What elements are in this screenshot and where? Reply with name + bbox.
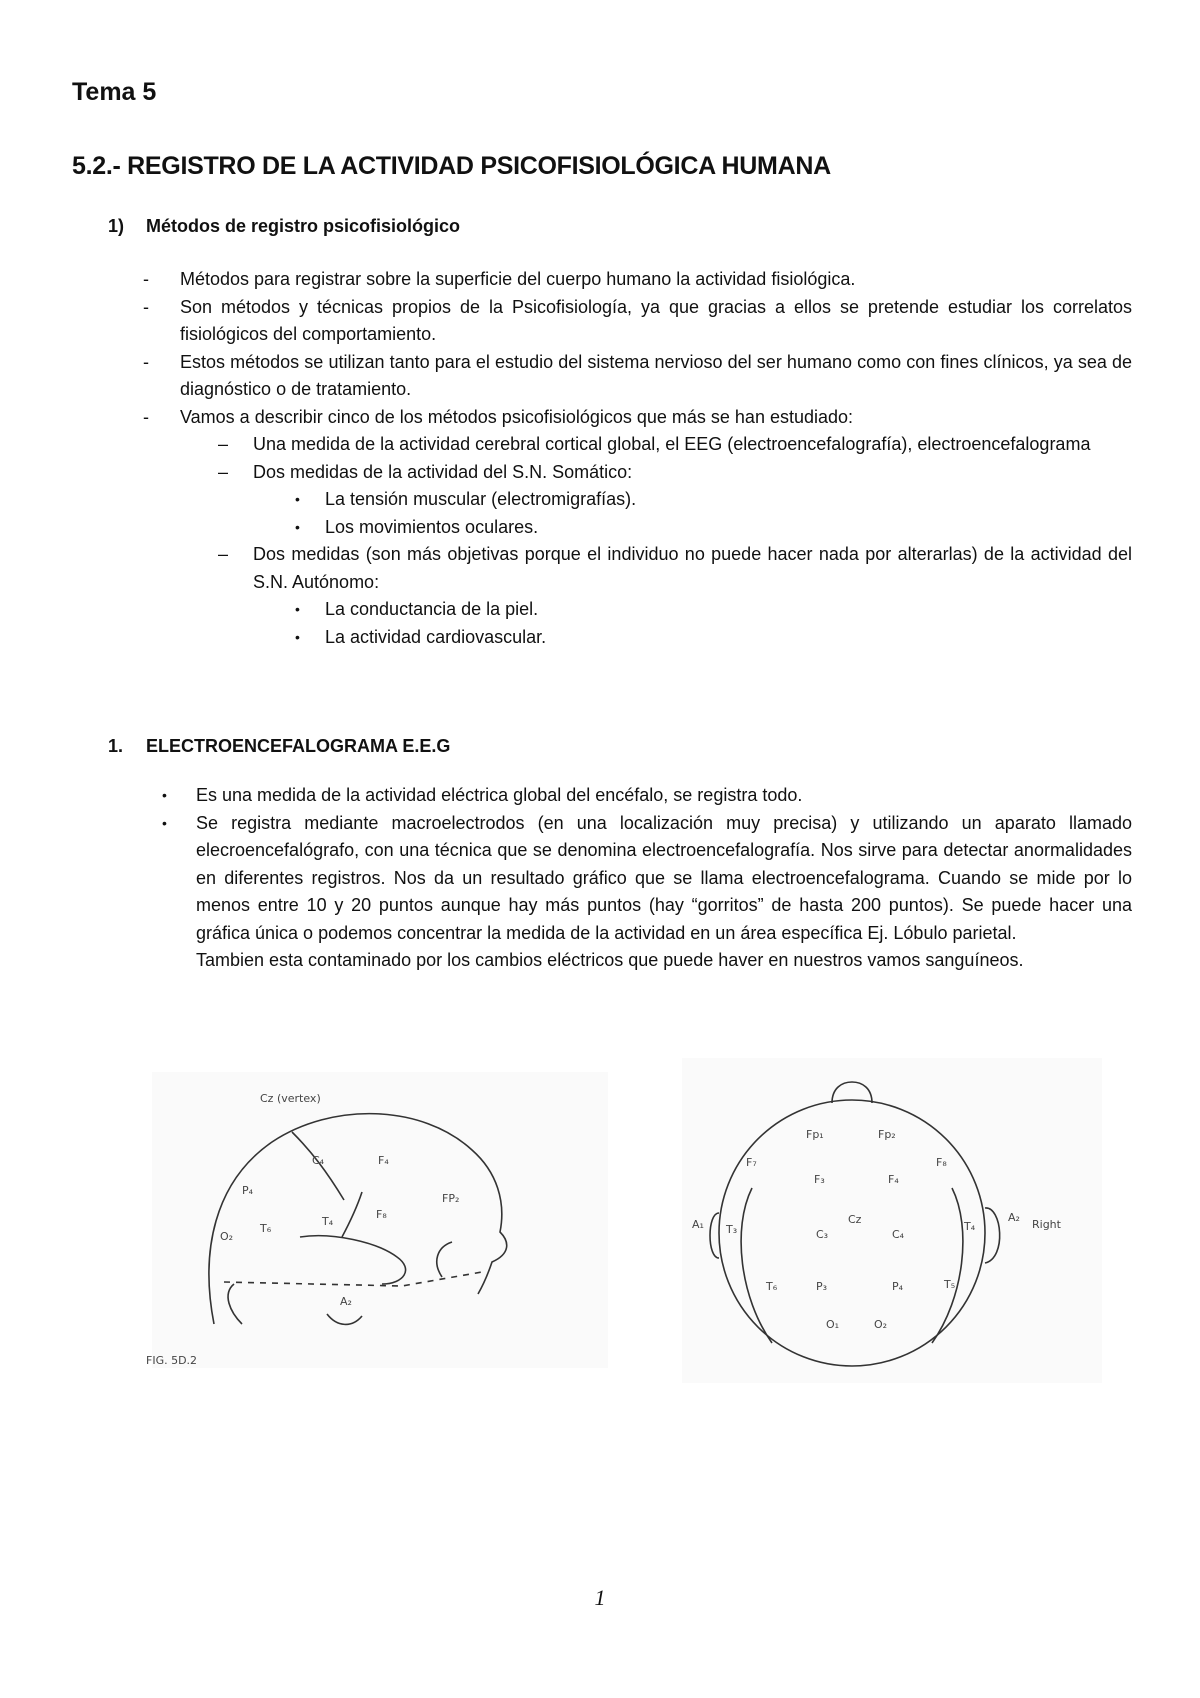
sub-list-item-text: Dos medidas (son más objetivas porque el individuo no puede hacer nada por alterarlas) de la actividad del S.N. Autónomo:	[253, 544, 1132, 592]
en-dash-marker: –	[218, 461, 229, 482]
label-f4: F₄	[888, 1173, 899, 1186]
label-p4: P₄	[892, 1280, 904, 1293]
label-t5: T₅	[944, 1278, 956, 1291]
methods-list	[0, 266, 1200, 651]
temporal-line	[300, 1236, 406, 1284]
figure-caption: FIG. 5D.2	[146, 1354, 198, 1367]
label-o2: O₂	[220, 1230, 234, 1243]
bullet-marker: •	[162, 787, 167, 803]
bullet-continuation: Tambien esta contaminado por los cambios eléctricos que puede haver en nuestros vamos sanguíneos.	[196, 950, 1024, 970]
bullet-item-text: La conductancia de la piel.	[325, 599, 539, 619]
page-number: 1	[594, 1585, 606, 1610]
label-o1: O₁	[826, 1318, 840, 1331]
en-dash-marker: –	[218, 434, 229, 454]
document-topic: Tema 5	[72, 78, 157, 106]
bullet-marker: •	[295, 518, 300, 535]
label-a1: A₁	[692, 1218, 704, 1231]
label-c4: C₄	[892, 1228, 905, 1241]
sub-list-item	[218, 431, 1132, 459]
label-fp2: Fp₂	[878, 1128, 896, 1141]
left-ear	[710, 1213, 719, 1258]
label-t4: T₄	[322, 1215, 334, 1228]
label-t6: T₆	[766, 1280, 778, 1293]
right-hemisphere-line	[932, 1188, 963, 1343]
neck-line	[228, 1284, 242, 1324]
sub-list-item	[218, 459, 1132, 487]
label-f3: F₃	[814, 1173, 825, 1186]
label-t4: T₄	[964, 1220, 976, 1233]
section-number: 1.	[108, 736, 124, 756]
eeg-top-view-figure	[682, 1058, 1102, 1383]
label-cz: Cz (vertex)	[260, 1092, 321, 1105]
label-t6: T₆	[260, 1222, 272, 1235]
label-right: Right	[1032, 1218, 1061, 1231]
ear-line	[327, 1314, 362, 1324]
label-fp1: Fp₁	[806, 1128, 824, 1141]
label-cz: Cz	[848, 1213, 862, 1226]
list-item-text: Estos métodos se utilizan tanto para el estudio del sistema nervioso del ser humano como con fines clínicos, ya sea de diagnóstico o de tratamiento.	[180, 351, 1132, 399]
list-item	[143, 266, 1132, 294]
bullet-marker: •	[295, 601, 300, 617]
list-item	[143, 404, 1132, 432]
dash-marker: -	[143, 351, 149, 372]
scalp-circle	[719, 1100, 985, 1366]
section-title: ELECTROENCEFALOGRAMA E.E.G	[146, 736, 451, 756]
subheading-number: 1)	[108, 216, 125, 236]
eye-line	[437, 1242, 452, 1277]
page-title: 5.2.- REGISTRO DE LA ACTIVIDAD PSICOFISIOLÓGICA HUMANA	[72, 152, 831, 180]
list-item	[143, 349, 1132, 404]
sub-list-item-text: Una medida de la actividad cerebral cortical global, el EEG (electroencefalografía), electroencefalograma	[253, 434, 1091, 454]
sub-list-item-text: Dos medidas de la actividad del S.N. Somático:	[253, 461, 633, 482]
subheading-methods	[108, 216, 460, 237]
label-c4: C₄	[312, 1154, 325, 1167]
sub-list-item	[218, 541, 1132, 596]
top-view-diagram	[682, 1058, 1102, 1383]
eeg-side-view-figure	[146, 1072, 608, 1368]
bullet-item	[162, 782, 1132, 810]
bullet-item	[295, 624, 1132, 652]
head-outline	[209, 1114, 507, 1324]
list-item	[143, 294, 1132, 349]
dash-marker: -	[143, 296, 149, 317]
section-heading-eeg	[108, 736, 450, 757]
en-dash-marker: –	[218, 544, 229, 564]
bullet-marker: •	[295, 491, 300, 507]
label-f4: F₄	[378, 1154, 389, 1167]
frontal-line	[342, 1192, 362, 1237]
bullet-item-text: Es una medida de la actividad eléctrica global del encéfalo, se registra todo.	[196, 785, 803, 805]
dash-marker: -	[143, 406, 149, 427]
label-c3: C₃	[816, 1228, 829, 1241]
bullet-item	[295, 514, 1132, 542]
bullet-item-text: Los movimientos oculares.	[325, 516, 539, 537]
bullet-item	[295, 596, 1132, 624]
list-item-text: Vamos a describir cinco de los métodos psicofisiológicos que más se han estudiado:	[180, 406, 854, 427]
label-f8: F₈	[936, 1156, 947, 1169]
label-t3: T₃	[726, 1223, 738, 1236]
dash-marker: -	[143, 269, 149, 289]
right-ear	[985, 1208, 1000, 1263]
label-f8: F₈	[376, 1208, 387, 1221]
bullet-item-text: La actividad cardiovascular.	[325, 626, 547, 647]
label-o2: O₂	[874, 1318, 888, 1331]
label-p3: P₃	[816, 1280, 828, 1293]
left-hemisphere-line	[741, 1188, 772, 1343]
bullet-marker: •	[295, 628, 300, 645]
subheading-text: Métodos de registro psicofisiológico	[146, 216, 461, 236]
label-f7: F₇	[746, 1156, 757, 1169]
bullet-item	[162, 810, 1132, 948]
list-item-text: Métodos para registrar sobre la superficie del cuerpo humano la actividad fisiológica.	[180, 269, 856, 289]
eeg-list	[0, 782, 1200, 975]
bullet-marker: •	[162, 814, 167, 831]
side-view-diagram	[146, 1072, 608, 1368]
bullet-item-text: La tensión muscular (electromigrafías).	[325, 489, 637, 509]
label-a2: A₂	[1008, 1211, 1020, 1224]
bullet-item	[295, 486, 1132, 514]
label-fp2: FP₂	[442, 1192, 460, 1205]
reference-line	[224, 1272, 482, 1286]
list-item-text: Son métodos y técnicas propios de la Psicofisiología, ya que gracias a ellos se pretende estudiar los correlatos fisiológicos del comportamiento.	[180, 296, 1132, 344]
bullet-item-text: Se registra mediante macroelectrodos (en una localización muy precisa) y utilizando un aparato llamado elecroencefalógrafo, con una técnica que se denomina electroencefalografía. Nos sirve para detectar anormalidades en diferentes registros. Nos da un resultado gráfico que se llama electroencefalograma. Cuando se mide por lo menos entre 10 y 20 puntos aunque hay más puntos (hay “gorritos” de hasta 200 puntos). Se puede hacer una gráfica única o podemos concentrar la medida de la actividad en un área específica Ej. Lóbulo parietal.	[196, 812, 1132, 943]
label-a2: A₂	[340, 1295, 352, 1308]
label-p4: P₄	[242, 1184, 254, 1197]
